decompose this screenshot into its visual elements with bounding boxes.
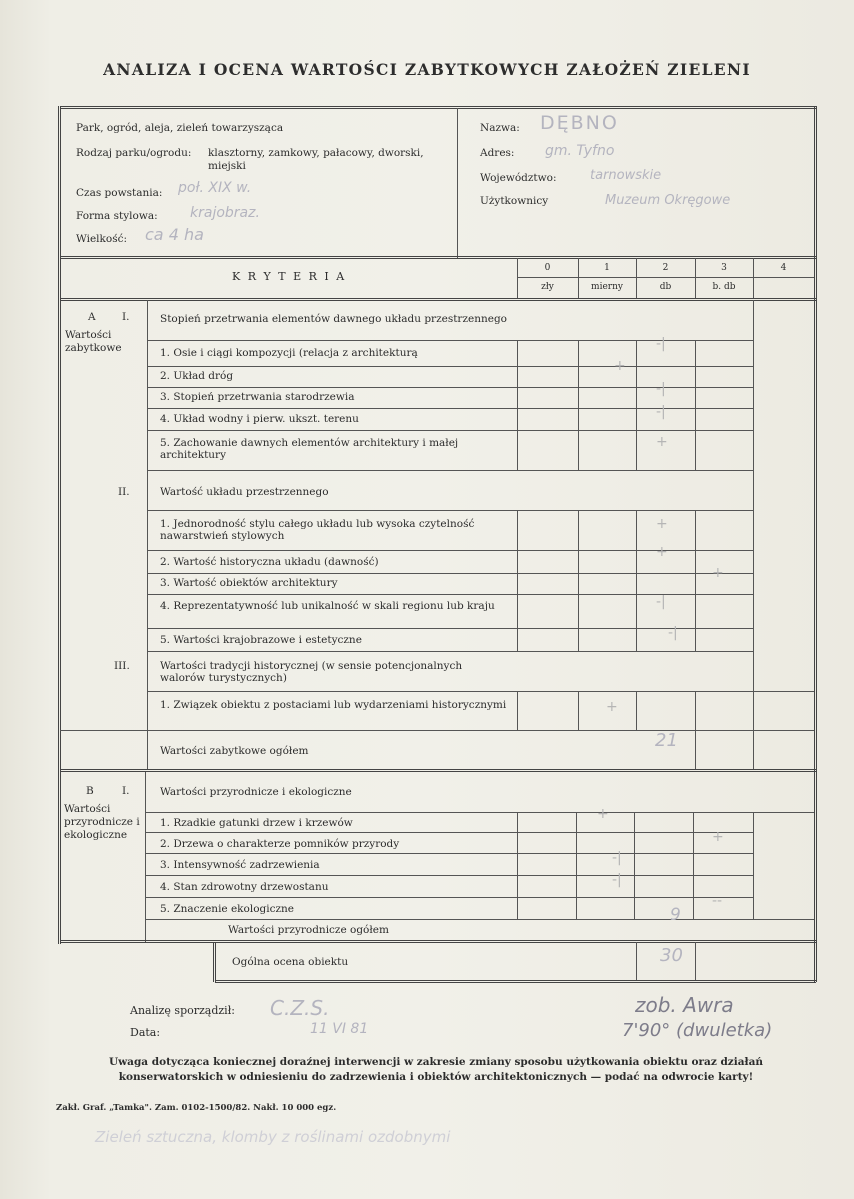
hw-forma: krajobraz. [190,205,260,221]
grid-col [695,691,696,769]
check-mark: + [606,699,618,715]
overall-left-border [213,942,216,982]
hw-nazwa: DĘBNO [540,112,619,134]
printer-info: Zakł. Graf. „Tamka". Zam. 0102-1500/82. Nakł. 10 000 egz. [56,1103,337,1113]
frame-right [814,106,817,982]
frame-top [60,106,816,109]
header-bottom [60,256,816,259]
check-mark: ‑| [668,625,678,641]
grid-col [636,340,637,470]
row-line [145,832,753,833]
check-mark: + [712,565,724,581]
score-name-1: mierny [591,282,623,292]
hw-bottom-note: Zieleń sztuczna, klomby z roślinami ozdobnymi [95,1128,451,1146]
section-b-letter: B [86,785,94,797]
section-a-label: Wartości zabytkowe [65,329,122,354]
park-label: Park, ogród, aleja, zieleń towarzysząca [76,122,284,134]
row-line [147,573,753,574]
criterion-a2-1: 1. Jednorodność stylu całego układu lub wysoka czytelność nawarstwień stylowych [160,518,475,542]
section-a-bottom [60,769,816,772]
czas-label: Czas powstania: [76,187,163,199]
criterion-b-4: 4. Stan zdrowotny drzewostanu [160,881,329,893]
criterion-b-3: 3. Intensywność zadrzewienia [160,859,320,871]
section-b-title: Wartości przyrodnicze i ekologiczne [160,786,352,798]
criterion-a2-5: 5. Wartości krajobrazowe i estetyczne [160,634,362,646]
row-line [147,628,753,629]
section-b-label: Wartości przyrodnicze i ekologiczne [64,803,140,841]
score-name-0: zły [541,282,554,292]
criterion-b-2: 2. Drzewa o charakterze pomników przyrody [160,838,400,850]
row-line [147,470,753,471]
page-title: ANALIZA I OCENA WARTOŚCI ZABYTKOWYCH ZAŁOŻEŃ ZIELENI [103,60,751,79]
check-mark: + [656,516,668,532]
grid-col [636,691,637,730]
hw-wielkosc: ca 4 ha [145,225,204,244]
grid-col [576,812,577,919]
row-line [147,366,753,367]
hw-adres: gm. Tyfno [545,143,615,159]
criterion-a1-1: 1. Osie i ciągi kompozycji (relacja z architekturą [160,347,418,359]
group-ii-title: Wartość układu przestrzennego [160,486,329,498]
score-name-3: b. db [712,282,736,292]
score-name-2: db [659,282,672,292]
grid-col [578,510,579,651]
frame-left [58,106,61,944]
grid-col [578,691,579,730]
grid-col [636,510,637,651]
uwaga-note: Uwaga dotycząca koniecznej doraźnej interwencji w zakresie zmiany sposobu użytkowania obiektu oraz działań konserwatorskich w odniesieniu do zadrzewienia i obiektów architektonicznych — podać na odwrocie karty! [108,1056,764,1083]
score-2: 2 [662,263,669,273]
check-mark: ‑| [656,381,666,397]
grid-col [693,812,694,919]
criterion-a1-2: 2. Układ dróg [160,370,234,382]
row-line [147,691,814,692]
overall-bottom [215,980,816,983]
criterion-a2-2: 2. Wartość historyczna układu (dawność) [160,556,379,568]
grid-col [517,812,518,919]
row-line [145,853,753,854]
overall-label: Ogólna ocena obiektu [232,956,349,968]
grid-col [517,691,518,730]
check-mark: ‑| [612,850,622,866]
hw-total-ogolna: 30 [660,945,683,966]
header-divider [457,108,458,258]
wielkosc-label: Wielkość: [76,233,128,245]
criterion-b-1: 1. Rzadkie gatunki drzew i krzewów [160,817,353,829]
check-mark: + [614,358,626,374]
sporzadzil-label: Analizę sporządził: [130,1004,235,1017]
criterion-a2-3: 3. Wartość obiektów architektury [160,577,338,589]
data-label: Data: [130,1026,161,1039]
check-mark: ‑| [656,336,666,352]
section-col-divider [147,300,148,770]
section-a-num-i: I. [122,311,130,323]
grid-col [695,510,696,651]
rodzaj-label: Rodzaj parku/ogrodu: [76,147,192,159]
row-line [145,812,814,813]
check-mark: ‑‑ [712,893,723,909]
section-a-num-iii: III. [114,660,130,672]
grid-col [517,510,518,651]
grid-col [578,340,579,470]
grid-col [636,942,637,980]
section-b-num: I. [122,785,130,797]
grid-col [517,340,518,470]
total-przyr-label: Wartości przyrodnicze ogółem [228,924,389,936]
score-row-divider [517,277,814,278]
hw-sporzadzil: C.Z.S. [270,996,330,1020]
check-mark: ‑| [656,594,666,610]
hw-margin-note1: zob. Awra [635,993,734,1017]
group-iii-title: Wartości tradycji historycznej (w sensie potencjonalnych walorów turystycznych) [160,660,463,684]
row-line [147,430,753,431]
check-mark: + [656,434,668,450]
section-b-bottom [60,940,816,943]
grid-col [695,942,696,980]
wojewodztwo-label: Województwo: [480,172,557,184]
criterion-a2-4: 4. Reprezentatywność lub unikalność w skali regionu lub kraju [160,600,495,612]
row-line [147,651,753,652]
check-mark: ‑| [656,404,666,420]
adres-label: Adres: [480,147,515,159]
criterion-a1-5: 5. Zachowanie dawnych elementów architektury i małej architektury [160,437,459,461]
grid-col [753,691,754,769]
kryteria-label: K R Y T E R I A [232,270,347,283]
section-a-letter: A [88,311,96,323]
check-mark: + [712,829,724,845]
row-line [147,510,753,511]
criterion-a1-3: 3. Stopień przetrwania starodrzewia [160,391,355,403]
grid-col [634,812,635,919]
score-0: 0 [544,263,551,273]
row-line [60,730,814,731]
hw-data: 11 VI 81 [310,1021,369,1037]
check-mark: ‑| [612,872,622,888]
grid-col [753,812,754,919]
score-1: 1 [604,263,610,273]
criterion-b-5: 5. Znaczenie ekologiczne [160,903,295,915]
criterion-a1-4: 4. Układ wodny i pierw. ukszt. terenu [160,413,359,425]
score-3: 3 [721,263,727,273]
score-4: 4 [780,263,787,273]
hw-wojewodztwo: tarnowskie [590,168,662,183]
hw-czas: poł. XIX w. [178,180,252,196]
grid-col [753,300,754,691]
row-line [145,875,753,876]
check-mark: + [656,544,668,560]
row-line [145,919,814,920]
rodzaj-options: klasztorny, zamkowy, pałacowy, dworski, miejski [208,147,424,172]
grid-col [695,340,696,470]
hw-margin-note2: 7'90° (dwuletka) [622,1020,773,1041]
hw-uzytkownicy: Muzeum Okręgowe [605,193,731,208]
check-mark: + [597,806,609,822]
section-col-divider [145,772,146,942]
nazwa-label: Nazwa: [480,122,520,134]
uzytkownicy-label: Użytkownicy [480,195,549,207]
total-zab-label: Wartości zabytkowe ogółem [160,745,309,757]
section-a-num-ii: II. [118,486,130,498]
criterion-a3-1: 1. Związek obiektu z postaciami lub wydarzeniami historycznymi [160,699,507,711]
criteria-header-bottom [60,298,816,301]
hw-total-przyr: 9 [670,905,681,925]
hw-total-zab: 21 [655,730,678,751]
row-line [145,897,753,898]
group-i-title: Stopień przetrwania elementów dawnego układu przestrzennego [160,313,507,325]
forma-label: Forma stylowa: [76,210,158,222]
